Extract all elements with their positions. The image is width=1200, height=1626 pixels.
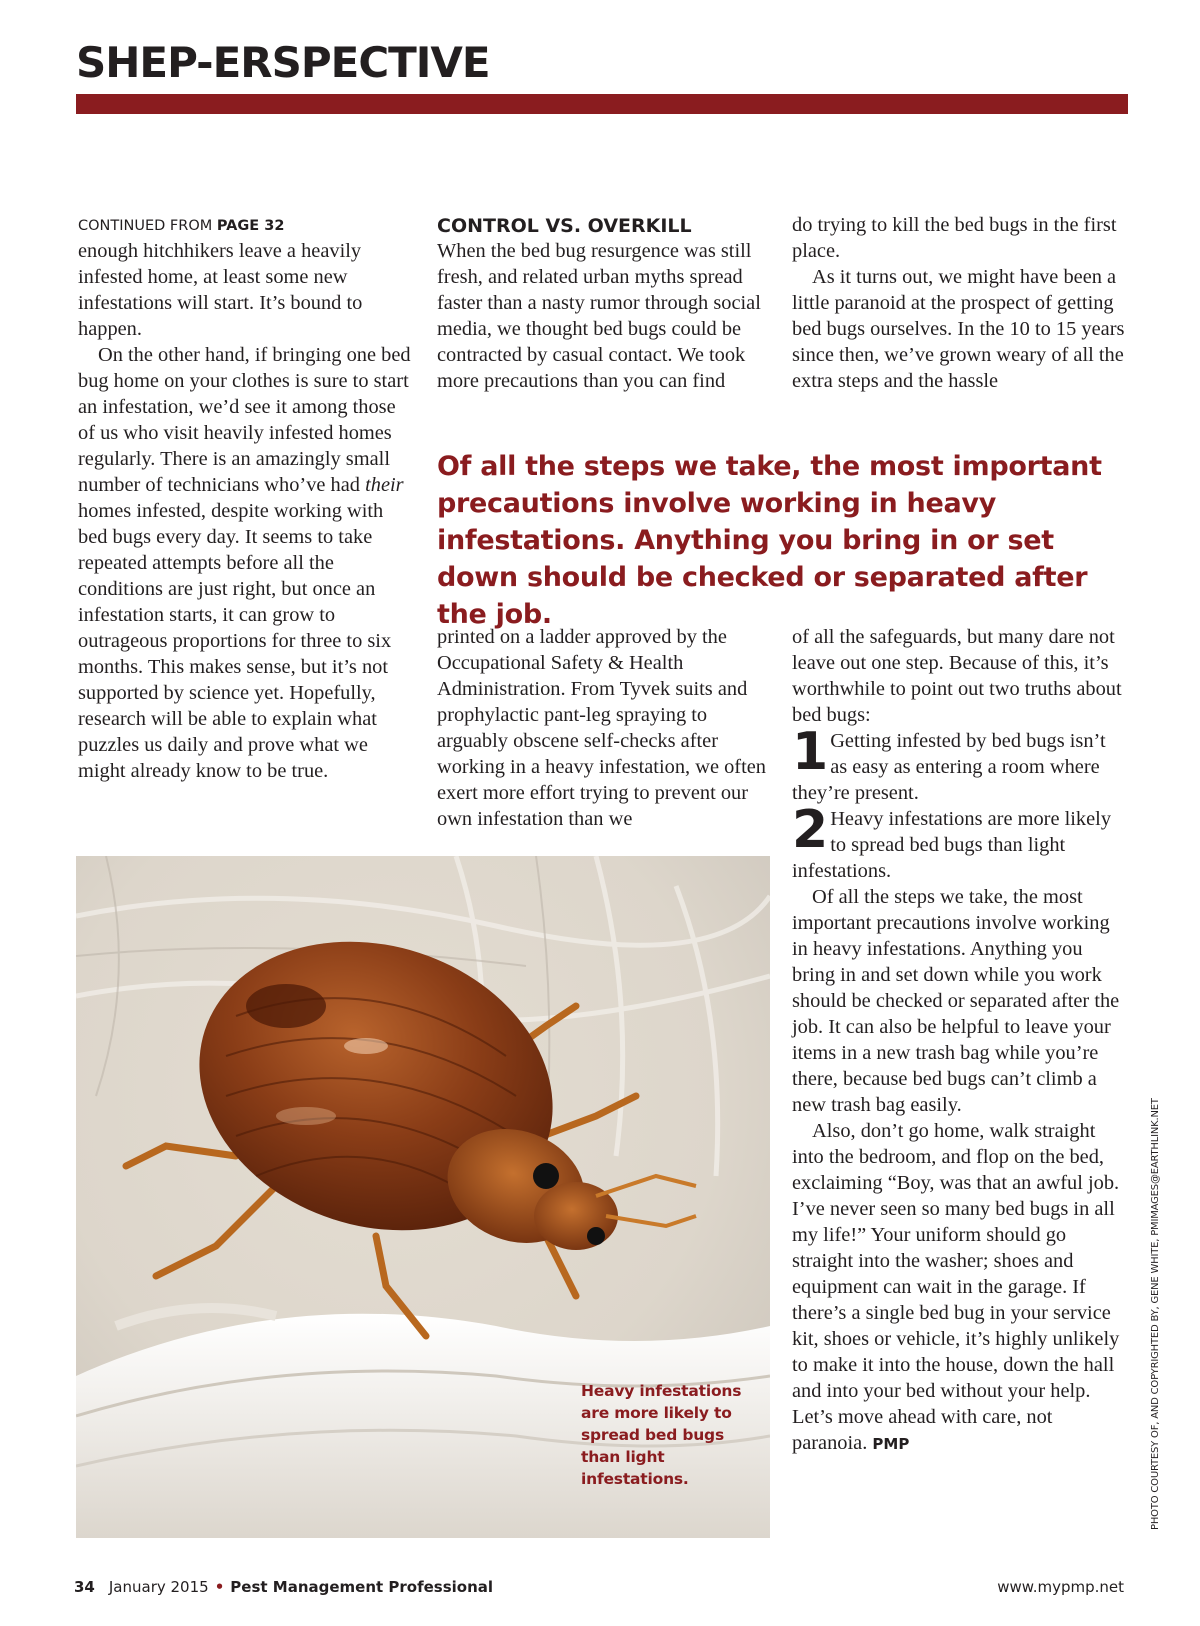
truth-number-1: 1	[792, 722, 829, 782]
article-column-2-bottom	[437, 624, 767, 832]
subhead-control-vs-overkill: CONTROL VS. OVERKILL	[437, 215, 692, 237]
col3-paragraph-final: Also, don’t go home, walk straight into the bedroom, and flop on the bed, exclaiming “Boy, was that an awful job. I’ve never seen so many bed bugs in all my life!” Your uniform should go straight into the washer; shoes and equipment can wait in the garage. If there’s a single bed bug in your service kit, shoes or vehicle, it’s highly unlikely to make it into the house, down the hall and into your bed without your help. Let’s move ahead with care, not paranoia. PMP	[792, 1120, 1120, 1454]
header-rule	[76, 94, 1128, 114]
photo-credit: PHOTO COURTESY OF, AND COPYRIGHTED BY, GENE WHITE, PMIMAGES@EARTHLINK.NET	[1150, 1098, 1161, 1530]
article-column-1	[78, 238, 413, 784]
continued-from-label	[78, 216, 284, 236]
col1-paragraph-2: On the other hand, if bringing one bed bug home on your clothes is sure to start an infestation, we’d see it among those of us who visit heavily infested homes regularly. There is an amazingly small number of technicians who’ve had their homes infested, despite working with bed bugs every day. It seems to take repeated attempts before all the conditions are just right, but once an infestation starts, it can grow to outrageous proportions for three to six months. This makes sense, but it’s not supported by science yet. Hopefully, research will be able to explain what puzzles us daily and prove what we might already know to be true.	[78, 344, 411, 782]
col2-paragraph-top: When the bed bug resurgence was still fresh, and related urban myths spread faster than a nasty rumor through social media, we thought bed bugs could be contracted by casual contact. We took more precautions than you can find	[437, 240, 761, 392]
issue-date: January 2015	[108, 1578, 209, 1596]
col3-paragraph-safeguards: of all the safeguards, but many dare not leave out one step. Because of this, it’s worthwhile to point out two truths about bed bugs:	[792, 626, 1122, 726]
pull-quote: Of all the steps we take, the most important precautions involve working in heavy infestations. Anything you bring in or set down should be checked or separated after the job.	[437, 451, 1102, 630]
col3-paragraph-top-b: As it turns out, we might have been a little paranoid at the prospect of getting bed bugs ourselves. In the 10 to 15 years since then, we’ve grown weary of all the extra steps and the hassle	[792, 266, 1125, 392]
footer-bullet: •	[214, 1578, 225, 1596]
col3-paragraph-steps: Of all the steps we take, the most important precautions involve working in heavy infestations. Anything you bring in and set down while you work should be checked or separated after the job. It can also be helpful to leave your items in a new trash bag while you’re there, because bed bugs can’t climb a new trash bag easily.	[792, 886, 1120, 1116]
article-column-3-bottom	[792, 624, 1127, 1457]
truth-text-1: Getting infested by bed bugs isn’t as easy as entering a room where they’re present.	[792, 730, 1106, 804]
article-column-3-top	[792, 212, 1127, 394]
photo-caption: Heavy infestations are more likely to spread bed bugs than light infestations.	[581, 1382, 742, 1488]
publication-name: Pest Management Professional	[230, 1578, 494, 1596]
footer-folio	[74, 1578, 493, 1596]
continued-page-ref: PAGE 32	[216, 218, 285, 234]
footer-url[interactable]: www.mypmp.net	[997, 1578, 1124, 1596]
continued-prefix: CONTINUED FROM	[78, 218, 213, 234]
col1-paragraph-1: enough hitchhikers leave a heavily infested home, at least some new infestations will start. It’s bound to happen.	[78, 240, 363, 340]
col2-paragraph-bottom: printed on a ladder approved by the Occupational Safety & Health Administration. From Tyvek suits and prophylactic pant-leg spraying to arguably obscene self-checks after working in a heavy infestation, we often exert more effort trying to prevent our own infestation than we	[437, 626, 766, 830]
pmp-end-mark: PMP	[872, 1435, 910, 1453]
article-column-2-top	[437, 238, 767, 394]
col3-paragraph-top-a: do trying to kill the bed bugs in the first place.	[792, 214, 1117, 262]
truth-number-2: 2	[792, 800, 829, 860]
page-number: 34	[74, 1578, 95, 1596]
truth-item-2	[792, 800, 1127, 884]
section-title: SHEP-ERSPECTIVE	[76, 38, 490, 87]
truth-text-2: Heavy infestations are more likely to spread bed bugs than light infestations.	[792, 808, 1112, 882]
truth-item-1	[792, 722, 1127, 806]
